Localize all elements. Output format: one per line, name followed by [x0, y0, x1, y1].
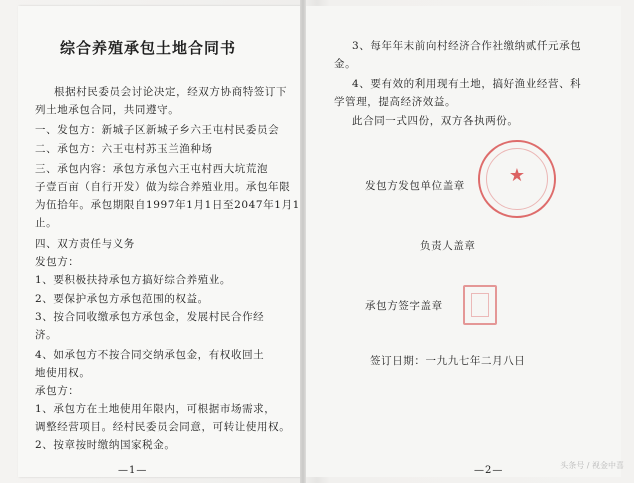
page-number-left: —1—: [118, 465, 148, 476]
left-line-6: 子壹百亩（自行开发）做为综合养殖业用。承包年限: [35, 181, 291, 193]
right-line-3: 4、要有效的利用现有土地，搞好渔业经营、科: [352, 78, 582, 90]
right-line-9: 签订日期：一九九七年二月八日: [370, 355, 526, 367]
left-line-18: 1、承包方在土地使用年限内，可根据市场需求，: [35, 403, 276, 415]
right-line-5: 此合同一式四份，双方各执两份。: [352, 115, 519, 127]
left-line-19: 调整经营项目。经村民委员会同意，可转让使用权。: [35, 421, 291, 433]
left-line-16: 地使用权。: [35, 367, 91, 379]
seal-star-icon: ★: [508, 165, 526, 186]
left-line-10: 发包方：: [35, 256, 80, 268]
right-line-2: 金。: [334, 58, 357, 70]
left-line-17: 承包方：: [35, 385, 80, 397]
right-line-4: 学管理，提高经济效益。: [334, 96, 457, 108]
left-line-20: 2、按章按时缴纳国家税金。: [35, 439, 176, 451]
left-line-1: 根据村民委员会讨论决定，经双方协商特签订下: [54, 86, 288, 98]
page-number-right: —2—: [474, 465, 504, 476]
left-line-14: 济。: [35, 329, 58, 341]
document-title: 综合养殖承包土地合同书: [60, 39, 237, 57]
watermark: 头条号 / 视金中喜: [560, 461, 624, 470]
left-line-9: 四、双方责任与义务: [35, 238, 135, 250]
official-seal: [478, 140, 556, 218]
left-line-5: 三、承包内容：承包方承包六王屯村西大坑荒泡: [35, 163, 269, 175]
right-line-1: 3、每年年末前向村经济合作社缴纳贰仟元承包: [352, 40, 582, 52]
left-line-8: 止。: [35, 217, 58, 229]
right-line-7: 负责人盖章: [420, 240, 476, 252]
left-line-12: 2、要保护承包方承包范围的权益。: [35, 293, 209, 305]
right-line-8: 承包方签字盖章: [365, 300, 443, 312]
left-line-2: 列土地承包合同，共同遵守。: [35, 104, 180, 116]
left-line-13: 3、按合同收缴承包方承包金，发展村民合作经: [35, 311, 265, 323]
left-line-4: 二、承包方：六王屯村苏玉兰渔种场: [35, 143, 213, 155]
left-line-7: 为伍拾年。承包期限自1997年1月1日至2047年1月1: [35, 199, 300, 211]
right-line-6: 发包方发包单位盖章: [365, 180, 465, 192]
left-line-11: 1、要积极扶持承包方搞好综合养殖业。: [35, 274, 231, 286]
left-line-15: 4、如承包方不按合同交纳承包金，有权收回土: [35, 349, 265, 361]
left-line-3: 一、发包方：新城子区新城子乡六王屯村民委员会: [35, 124, 280, 136]
page-gutter: [300, 0, 306, 483]
personal-stamp: [463, 285, 497, 325]
